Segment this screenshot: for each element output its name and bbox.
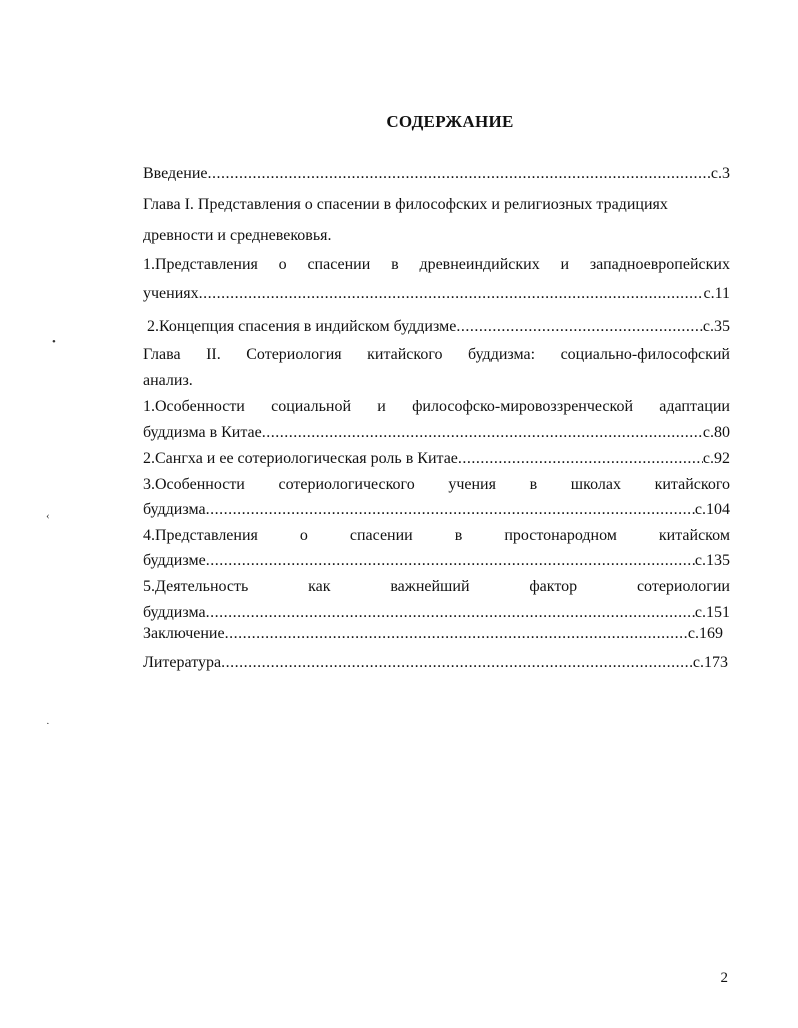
toc-word: социальной (271, 398, 351, 415)
toc-word: школах (570, 476, 621, 493)
toc-entry-2-1-line-2 (143, 423, 730, 443)
toc-entry-page: с.169 (687, 625, 723, 642)
toc-entry-2-1-line-1 (143, 397, 730, 417)
toc-entry-page: с.104 (694, 501, 730, 518)
scan-speck: · (46, 718, 50, 730)
toc-word: сотериологии (636, 578, 730, 595)
toc-word: Сотериология (246, 346, 342, 363)
toc-entry-page: с.173 (692, 654, 728, 671)
toc-entry-page: с.35 (702, 318, 730, 335)
toc-chapter-2-line-1 (143, 345, 730, 365)
toc-entry-page: с.151 (694, 604, 730, 621)
toc-leader-dots (262, 423, 703, 443)
toc-word: в (529, 476, 538, 493)
toc-word: и (377, 398, 386, 415)
toc-word: о (299, 527, 308, 544)
toc-entry-1-1-line-2 (143, 284, 730, 304)
toc-entry-2-5-line-1 (143, 577, 730, 597)
toc-entry-label: Введение (143, 165, 208, 182)
toc-word: социально-философский (560, 346, 730, 363)
toc-word: буддизма: (468, 346, 536, 363)
toc-entry-1-1-line-1 (143, 255, 730, 275)
toc-entry-literature (143, 653, 728, 673)
toc-word: 3.Особенности (143, 476, 245, 493)
toc-word: Глава (143, 346, 181, 363)
toc-word: 1.Особенности (143, 398, 245, 415)
toc-word: II. (206, 346, 221, 363)
toc-word: адаптации (659, 398, 730, 415)
toc-word: спасении (307, 256, 371, 273)
page-title: СОДЕРЖАНИЕ (386, 112, 514, 131)
toc-leader-dots (225, 624, 688, 644)
page-number: 2 (720, 970, 728, 986)
toc-word: 4.Представления (143, 527, 258, 544)
toc-word: учения (448, 476, 496, 493)
toc-entry-2-5-line-2 (143, 603, 730, 623)
toc-leader-dots (206, 500, 695, 520)
toc-word: простонародном (504, 527, 617, 544)
toc-chapter-2-line-2: анализ. (143, 372, 193, 389)
toc-leader-dots (206, 551, 695, 571)
toc-chapter-1-line-1: Глава I. Представления о спасении в философских и религиозных традициях (143, 196, 668, 213)
toc-entry-label: буддизма (143, 604, 206, 621)
toc-entry-label: 2.Концепция спасения в индийском буддизме (147, 318, 457, 335)
toc-entry-label: буддизма в Китае (143, 424, 262, 441)
toc-word: сотериологического (278, 476, 415, 493)
toc-entry-2-2 (143, 449, 730, 469)
toc-word: и (560, 256, 570, 273)
toc-entry-2-4-line-2 (143, 551, 730, 571)
toc-entry-page: с.135 (694, 552, 730, 569)
toc-word: китайского (367, 346, 443, 363)
toc-leader-dots (458, 449, 703, 469)
toc-entry-2-3-line-2 (143, 500, 730, 520)
toc-word: китайском (658, 527, 730, 544)
toc-word: в (454, 527, 463, 544)
toc-entry-label: Литература (143, 654, 222, 671)
toc-word: о (278, 256, 287, 273)
toc-entry-2-3-line-1 (143, 475, 730, 495)
toc-word: важнейший (390, 578, 470, 595)
toc-word: как (308, 578, 331, 595)
scan-speck: • (52, 336, 56, 348)
toc-word: древнеиндийских (419, 256, 540, 273)
toc-entry-label: буддизме (143, 552, 206, 569)
toc-leader-dots (221, 653, 693, 673)
toc-word: спасении (349, 527, 413, 544)
toc-entry-label: Заключение (143, 625, 225, 642)
toc-entry-page: с.80 (702, 424, 730, 441)
toc-entry-page: с.92 (702, 450, 730, 467)
toc-entry-intro (143, 164, 730, 184)
toc-entry-label: буддизма (143, 501, 206, 518)
toc-entry-page: с.11 (703, 285, 730, 302)
toc-word: 5.Деятельность (143, 578, 249, 595)
toc-leader-dots (456, 317, 703, 337)
toc-word: западноевропейских (589, 256, 730, 273)
toc-leader-dots (199, 284, 704, 304)
toc-leader-dots (208, 164, 711, 184)
toc-entry-2-4-line-1 (143, 526, 730, 546)
toc-word: 1.Представления (143, 256, 258, 273)
toc-chapter-1-line-2: древности и средневековья. (143, 227, 332, 244)
toc-entry-label: 2.Сангха и ее сотериологическая роль в Китае (143, 450, 458, 467)
toc-entry-1-2 (147, 317, 730, 337)
toc-word: в (391, 256, 399, 273)
toc-entry-label: учениях (143, 285, 199, 302)
toc-word: фактор (529, 578, 578, 595)
toc-entry-page: с.3 (710, 165, 730, 182)
toc-word: китайского (654, 476, 730, 493)
scan-speck: ‹ (46, 510, 50, 522)
toc-entry-conclusion (143, 624, 723, 644)
toc-leader-dots (206, 603, 695, 623)
toc-word: философско-мировоззренческой (412, 398, 634, 415)
